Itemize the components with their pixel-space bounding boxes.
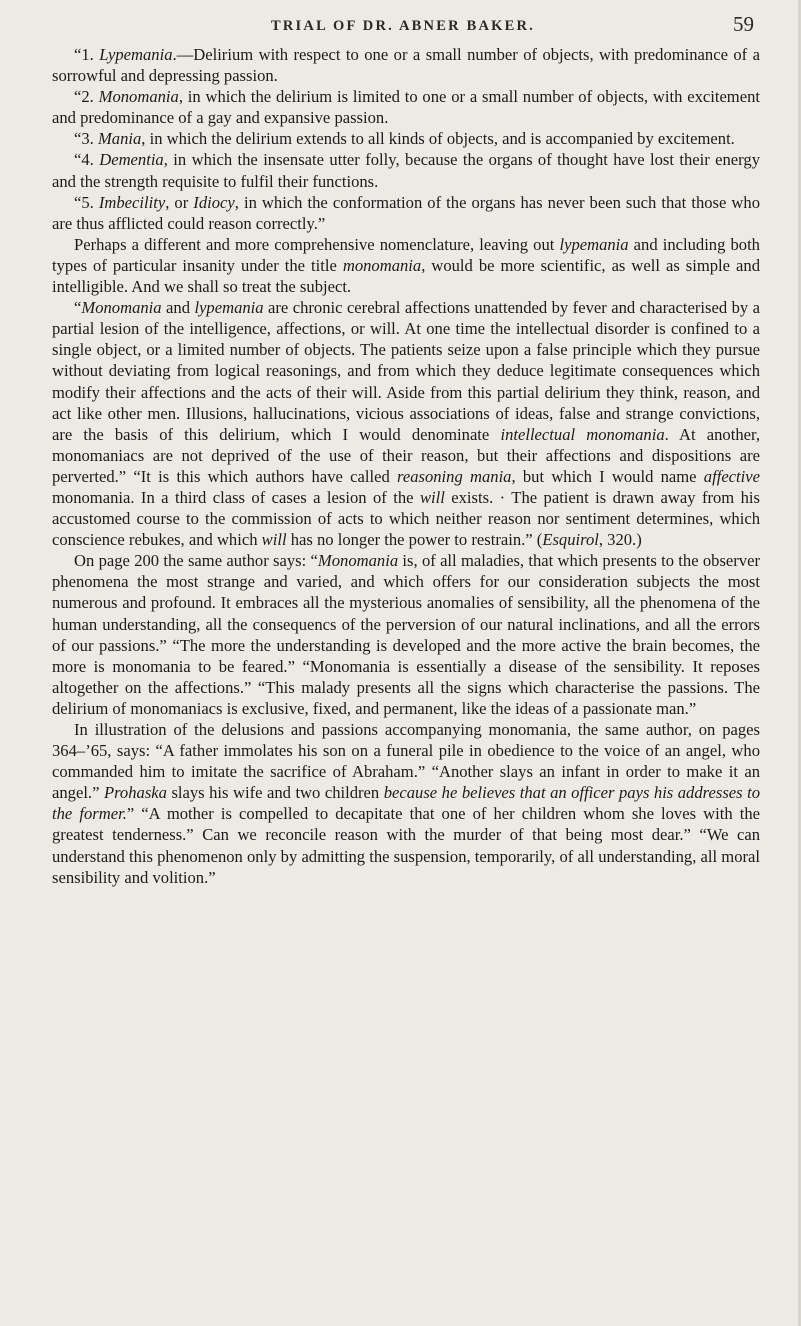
text-run: monomania. In a third class of cases a lesion of the (52, 487, 420, 507)
italic-run: Mania (97, 129, 142, 149)
running-header: TRIAL OF DR. ABNER BAKER. (271, 18, 535, 34)
paragraph (52, 234, 760, 297)
text-run: and (161, 298, 195, 318)
text-run: . At another, monomaniacs are not deprived of the use of their reason, but their affections and dispositions are perverted.” “It is this which authors have called (52, 424, 761, 486)
text-run: has no longer the power to restrain.” ( (286, 530, 543, 550)
italic-run: because he believes that an officer pays his addresses to the former. (52, 783, 761, 824)
text-run: , 320.) (598, 530, 642, 550)
text-run: slays his wife and two children (166, 783, 384, 803)
italic-run: monomania (342, 255, 422, 275)
text-run: is, of all maladies, that which presents to the observer phenomena the most strange and varied, and which offers for our consideration subjects the most numerous and profound. It embraces all the mysterious anomalies of sensibility, all the phenomena of the human understanding, all the consequencs of the perversion of our natural inclinations, and all the errors of our passions.” “The more the understanding is developed and the more active the brain becomes, the more is monomania to be feared.” “Monomania is essentially a disease of the sensibility. It reposes altogether on the affections.” “This malady presents all the signs which characterise the passions. The delirium of monomaniacs is exclusive, fixed, and permanent, like the ideas of a passionate man.” (52, 551, 760, 718)
paragraph (52, 550, 760, 719)
text-run: “4. (74, 150, 100, 170)
text-run: Perhaps a different and more comprehensive nomenclature, leaving out (74, 234, 560, 254)
body-text (52, 44, 760, 888)
italic-run: Monomania (317, 551, 399, 571)
text-run: , would be more scientific, as well as simple and intelligible. And we shall so treat the subject. (52, 255, 760, 297)
text-run: , in which the delirium extends to all kinds of objects, and is accompanied by excitement. (141, 129, 735, 149)
italic-run: Monomania (81, 298, 162, 318)
text-run: “ (74, 298, 82, 318)
text-run: .—Delirium with respect to one or a small number of objects, with predominance of a sorrowful and depressing passion. (52, 45, 760, 86)
text-run: On page 200 the same author says: “ (74, 551, 318, 571)
italic-run: will (419, 487, 445, 507)
paragraph (52, 128, 760, 149)
italic-run: will (261, 530, 287, 550)
text-run: In illustration of the delusions and passions accompanying monomania, the same author, on pages 364–’65, says: “A father immolates his son on a funeral pile in obedience to the voice of an angel, who commanded him to imitate the sacrifice of Abraham.” “Another slays an infant in order to make it an angel.” (52, 720, 760, 803)
paragraph (52, 719, 760, 888)
text-run: “3. (74, 129, 98, 149)
text-run: “1. (74, 45, 100, 64)
text-run: “2. (74, 87, 99, 107)
paragraph (52, 297, 760, 550)
italic-run: Lypemania (99, 45, 173, 64)
italic-run: Prohaska (103, 783, 167, 803)
page-number: 59 (733, 12, 754, 36)
italic-run: Imbecility (98, 192, 166, 212)
text-run: exists. · The patient is drawn away from his accustomed course to the commission of acts to which neither reason nor sentiment determines, which conscience rebukes, and which (52, 487, 760, 550)
text-run: are chronic cerebral affections unattended by fever and characterised by a partial lesion of the intelligence, affections, or will. At one time the intellectual disorder is confined to a single object, or a limited number of objects. The patients seize upon a false principle which they pursue without deviating from logical reasonings, and from which they deduce legitimate consequences which modify their affections and the acts of their will. Aside from this partial delirium they think, reason, and act like other men. Illusions, hallucinations, vicious associations of ideas, false and strange convictions, are the basis of this delirium, which I would denominate (52, 298, 760, 444)
text-run: ” “A mother is compelled to decapitate that one of her children whom she loves with the greatest tenderness.” Can we reconcile reason with the murder of that being most dear.” “We can understand this phenomenon only by admitting the suspension, temporarily, of all understanding, all moral sensibility and volition.” (52, 804, 760, 887)
paragraph (52, 192, 760, 234)
text-run: “5. (74, 192, 99, 212)
text-run: , but which I would name (511, 466, 704, 486)
italic-run: lypemania (194, 298, 264, 318)
text-run: , in which the insensate utter folly, because the organs of thought have lost their energy and the strength requisite to fulfil their functions. (52, 150, 760, 191)
italic-run: Esquirol (542, 530, 599, 550)
text-run: , in which the conformation of the organs has never been such that those who are thus afflicted could reason correctly.” (52, 192, 760, 233)
paragraph (52, 149, 760, 191)
paragraph (52, 44, 760, 86)
paragraph (52, 86, 760, 128)
italic-run: affective (703, 466, 760, 486)
italic-run: Dementia (99, 150, 164, 170)
italic-run: reasoning mania (396, 466, 512, 486)
text-run: , in which the delirium is limited to one or a small number of objects, with excitement and predominance of a gay and expansive passion. (52, 87, 760, 128)
text-run: and including both types of particular insanity under the title (52, 234, 760, 275)
italic-run: lypemania (559, 234, 629, 254)
italic-run: Monomania (98, 87, 179, 107)
text-run: , or (165, 192, 194, 212)
italic-run: Idiocy (193, 192, 235, 212)
italic-run: intellectual monomania (500, 424, 665, 444)
